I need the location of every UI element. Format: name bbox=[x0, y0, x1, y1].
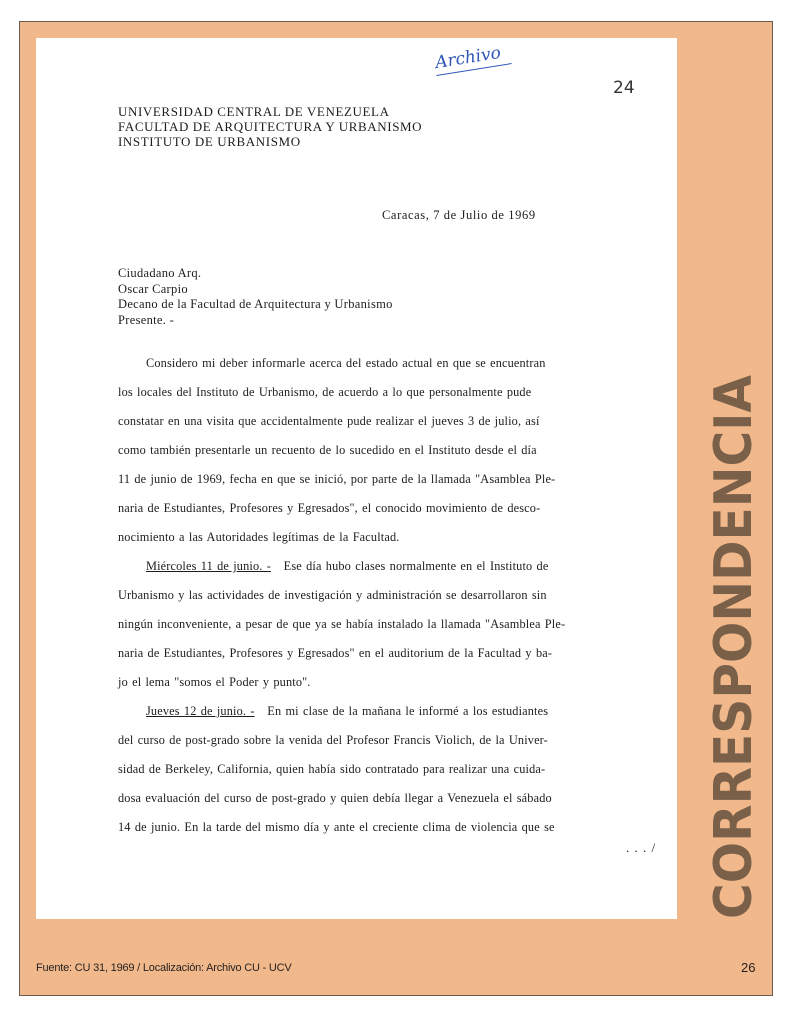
body-line: dosa evaluación del curso de post-grado y quien debía llegar a Venezuela el sábado bbox=[118, 791, 552, 805]
handwritten-note: Archivo bbox=[433, 42, 503, 74]
side-title-text: CORRESPONDENCIA bbox=[704, 337, 764, 919]
letter-body bbox=[118, 354, 663, 847]
address-line: Presente. - bbox=[118, 312, 175, 327]
body-line: del curso de post-grado sobre la venida del Profesor Francis Violich, de la Univer- bbox=[118, 733, 548, 747]
body-line: constatar en una visita que accidentalmente pude realizar el jueves 3 de julio, así bbox=[118, 414, 540, 428]
body-line: naria de Estudiantes, Profesores y Egresados", el conocido movimiento de desco- bbox=[118, 501, 541, 515]
recipient-address bbox=[118, 266, 393, 328]
body-line bbox=[118, 702, 663, 731]
body-text: En mi clase de la mañana le informé a los estudiantes bbox=[267, 704, 549, 718]
institution-line: UNIVERSIDAD CENTRAL DE VENEZUELA bbox=[118, 104, 390, 119]
section-heading-thursday: Jueves 12 de junio. - bbox=[146, 704, 255, 718]
body-line: los locales del Instituto de Urbanismo, de acuerdo a lo que personalmente pude bbox=[118, 385, 532, 399]
body-line: Considero mi deber informarle acerca del estado actual en que se encuentran bbox=[146, 356, 546, 370]
address-line: Decano de la Facultad de Arquitectura y Urbanismo bbox=[118, 297, 393, 311]
letter-date: Caracas, 7 de Julio de 1969 bbox=[382, 208, 536, 222]
handwritten-page-number: 24 bbox=[613, 78, 635, 98]
scanned-letter bbox=[36, 38, 677, 919]
institution-line: FACULTAD DE ARQUITECTURA Y URBANISMO bbox=[118, 119, 423, 134]
body-line: como también presentarle un recuento de lo sucedido en el Instituto desde el día bbox=[118, 443, 537, 457]
institution-line: INSTITUTO DE URBANISMO bbox=[118, 134, 301, 149]
body-line bbox=[118, 557, 663, 586]
body-line: Urbanismo y las actividades de investigación y administración se desarrollaron sin bbox=[118, 588, 547, 602]
source-caption: Fuente: CU 31, 1969 / Localización: Archivo CU - UCV bbox=[36, 962, 292, 974]
side-title-svg bbox=[704, 337, 764, 919]
continuation-mark: . . . / bbox=[626, 840, 657, 855]
body-line: naria de Estudiantes, Profesores y Egresados" en el auditorium de la Facultad y ba- bbox=[118, 646, 553, 660]
body-line: jo el lema "somos el Poder y punto". bbox=[118, 675, 311, 689]
body-line: 14 de junio. En la tarde del mismo día y ante el creciente clima de violencia que se bbox=[118, 820, 555, 834]
section-heading-wednesday: Miércoles 11 de junio. - bbox=[146, 559, 271, 573]
body-line: 11 de junio de 1969, fecha en que se inició, por parte de la llamada "Asamblea Ple- bbox=[118, 472, 556, 486]
page-number: 26 bbox=[741, 960, 756, 975]
side-title bbox=[704, 337, 764, 919]
body-line: sidad de Berkeley, California, quien había sido contratado para realizar una cuida- bbox=[118, 762, 546, 776]
address-line: Oscar Carpio bbox=[118, 281, 188, 296]
body-text: Ese día hubo clases normalmente en el Instituto de bbox=[283, 559, 549, 573]
body-line: ningún inconveniente, a pesar de que ya se había instalado la llamada "Asamblea Ple- bbox=[118, 617, 566, 631]
address-line: Ciudadano Arq. bbox=[118, 266, 202, 280]
body-line: nocimiento a las Autoridades legítimas de la Facultad. bbox=[118, 530, 400, 544]
institution-header bbox=[118, 104, 422, 149]
